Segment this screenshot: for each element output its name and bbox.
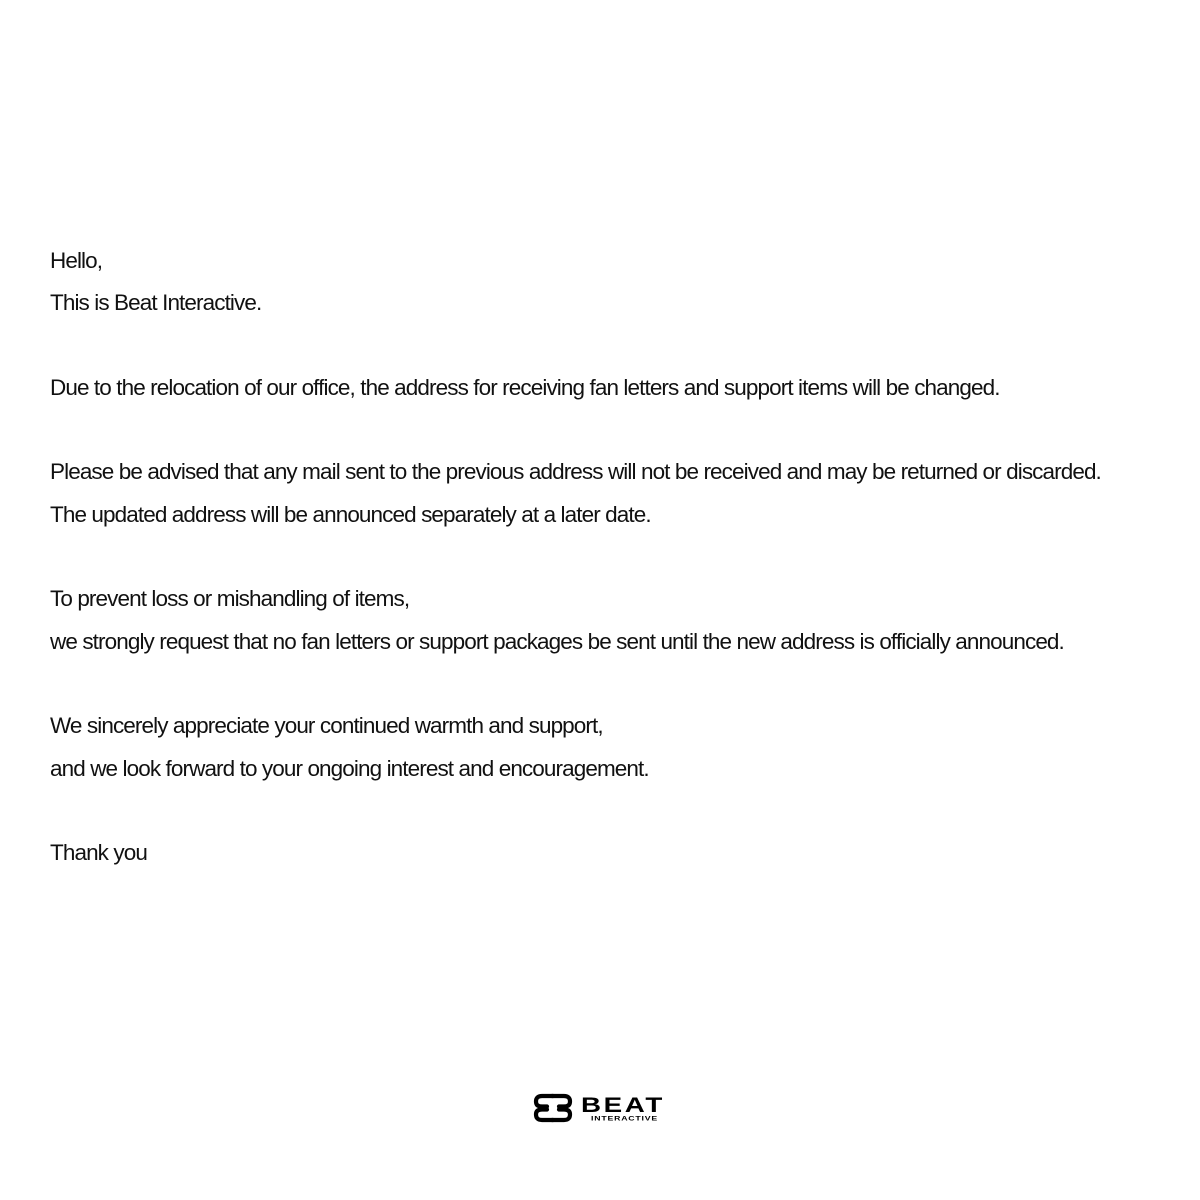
intro-line: This is Beat Interactive. (50, 290, 262, 316)
greeting-line: Hello, (50, 248, 103, 273)
logo-wordmark: BEAT (581, 1094, 665, 1117)
relocation-notice-line: Due to the relocation of our office, the address for receiving fan letters and support items will be changed. (50, 374, 1000, 400)
paragraph-gap (50, 325, 1180, 367)
logo-subtext: INTERACTIVE (591, 1115, 659, 1123)
previous-address-warning-line: Please be advised that any mail sent to the previous address will not be received and may be returned or discarded. (50, 459, 1101, 485)
paragraph-gap (50, 790, 1180, 832)
updated-address-line: The updated address will be announced separately at a later date. (50, 501, 651, 527)
paragraph-gap (50, 663, 1180, 705)
appreciation-line: We sincerely appreciate your continued warmth and support, (50, 713, 603, 739)
letter-body (50, 240, 1180, 874)
beat-interactive-logo (533, 1093, 667, 1123)
paragraph-gap (50, 409, 1180, 451)
logo-svg (533, 1093, 667, 1123)
beat-interactive-logo-icon (536, 1096, 570, 1120)
closing-line: Thank you (50, 840, 147, 866)
prevent-loss-line: To prevent loss or mishandling of items, (50, 586, 410, 612)
request-line: we strongly request that no fan letters or support packages be sent until the new address is officially announced. (50, 628, 1064, 654)
encouragement-line: and we look forward to your ongoing interest and encouragement. (50, 755, 649, 781)
paragraph-gap (50, 536, 1180, 578)
